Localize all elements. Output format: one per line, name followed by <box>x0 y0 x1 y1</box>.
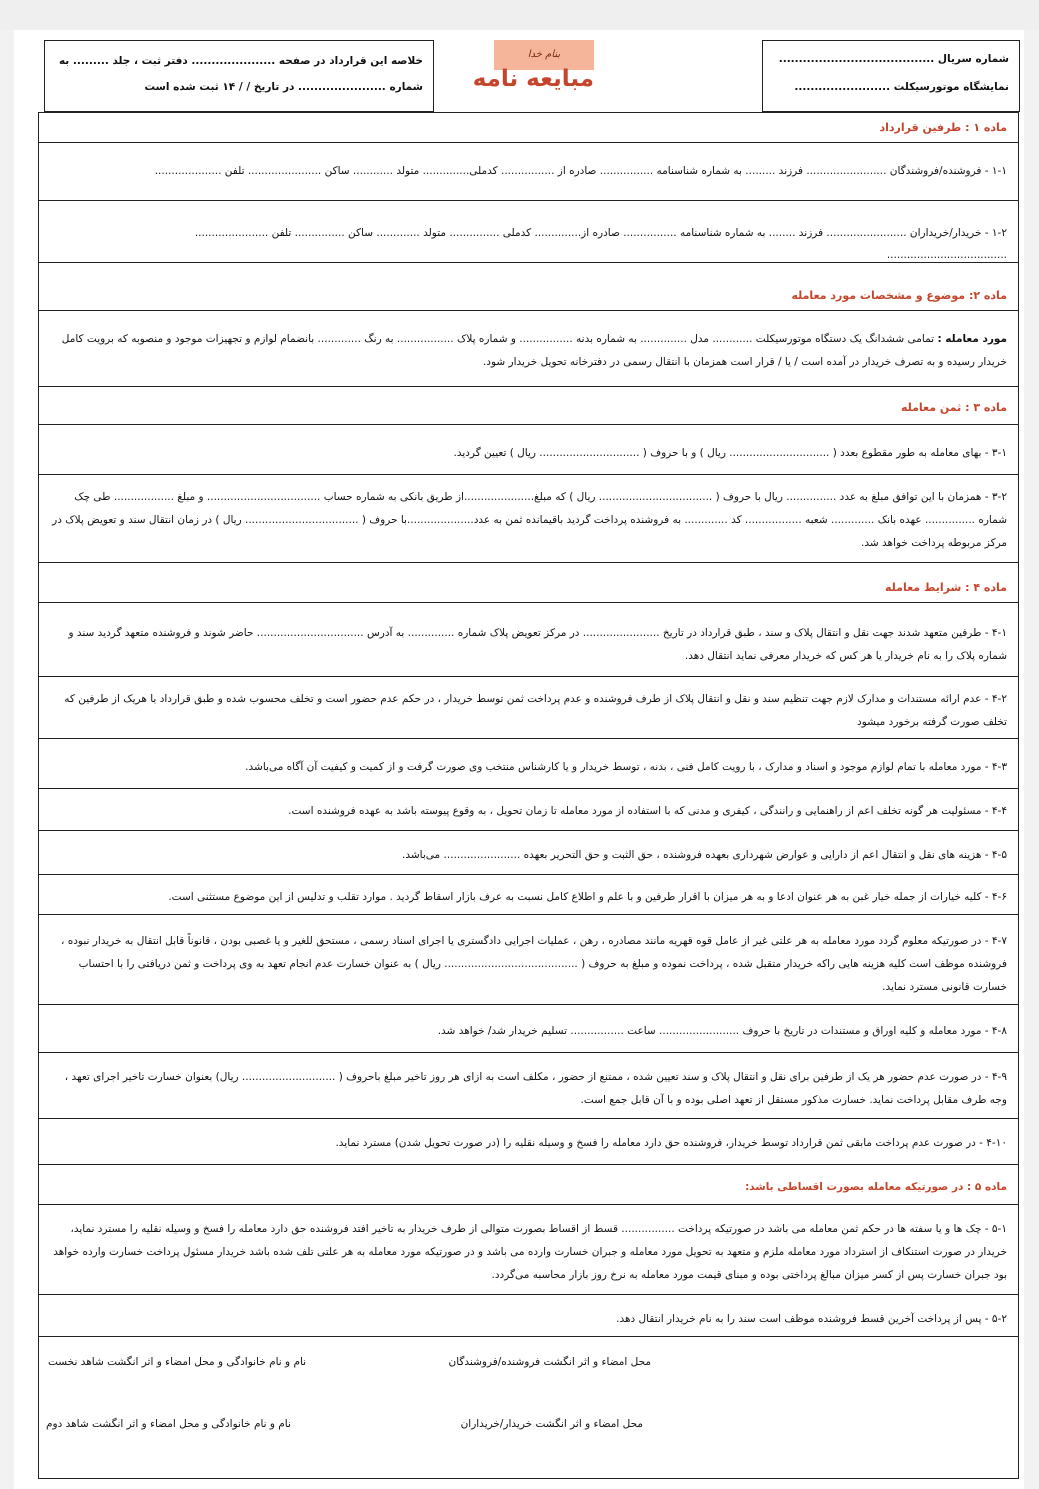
clause-3-2-text: ۳-۲ - همزمان با این توافق مبلغ به عدد ............... ریال با حروف ( .................................. ریال ) که مبلغ.....................از طریق بانکی به شماره حساب .................................. و مبلغ .................. طی چک شماره ............... عهده بانک ............. شعبه ................. کد ............. به فروشنده پرداخت گردید باقیمانده ثمن به عدد....................با حروف ( .................................. ریال ) در زمان انتقال سند و تعویض پلاک در مرکز مربوطه پرداخت خواهد شد. <box>52 491 1007 549</box>
divider <box>38 830 1019 831</box>
clause-4-1-text: ۴-۱ - طرفین متعهد شدند جهت نقل و انتقال پلاک و سند ، طبق قرارداد در تاریخ ....................... در مرکز تعویض پلاک شماره .............. به آدرس ................................ حاضر شوند و فروشنده متعهد گردید سند و شماره پلاک را به نام خریدار یا هر کس که خریدار معرفی نماید انتقال دهد. <box>68 627 1007 662</box>
witness-1-signature-label: نام و نام خانوادگی و محل امضاء و اثر انگشت شاهد نخست <box>48 1356 307 1368</box>
divider <box>38 310 1019 311</box>
clause-4-5-text: ۴-۵ - هزینه های نقل و انتقال اعم از دارایی و عوارض شهرداری بعهده فروشنده ، حق الثبت و حق التحریر بعهده ....................... می‌باشد. <box>402 849 1007 861</box>
buyer-signature-label: محل امضاء و اثر انگشت خریدار/خریداران <box>460 1418 643 1430</box>
divider <box>38 562 1019 563</box>
clause-4-9-text: ۴-۹ - در صورت عدم حضور هر یک از طرفین برای نقل و انتقال پلاک و سند تعیین شده ، ممتنع از حضور ، مکلف است به ازای هر روز تاخیر مبلغ باحروف ( ............................ ریال) بعنوان خسارت تاخیر اجرای تعهد ، وجه طرف مقابل پرداخت نماید. خسارت مذکور مستقل از تعهد اصلی بوده و با آن قابل جمع است. <box>64 1071 1007 1106</box>
subject-text: تمامی ششدانگ یک دستگاه موتورسیکلت ............ مدل .............. به شماره بدنه ................ و شماره پلاک ................. به رنگ ............. بانضمام لوازم و تجهیزات موجود و منصوبه که برویت کامل خریدار رسیده و به تصرف خریدار در آمده است / یا / قرار است همزمان با انتقال رسمی در دفترخانه تحویل خریدار شود. <box>61 333 1007 368</box>
dealer-line: نمایشگاه موتورسیکلت ........................ <box>794 81 1009 93</box>
article-5-heading: ماده ۵ : در صورتیکه معامله بصورت اقساطی باشد: <box>745 1181 1007 1193</box>
clause-4-8-text: ۴-۸ - مورد معامله و کلیه اوراق و مستندات در تاریخ با حروف ........................ ساعت ................ تسلیم خریدار شد/ خواهد شد. <box>437 1025 1007 1037</box>
registration-line-2: شماره ...................... در تاریخ / / ۱۴ ثبت شده است <box>144 81 423 93</box>
divider <box>38 424 1019 425</box>
clause-4-4-text: ۴-۴ - مسئولیت هر گونه تخلف اعم از راهنمایی و رانندگی ، کیفری و مدنی که با استفاده از مورد معامله تا زمان تحویل ، به وقوع پیوسته باشد به عهده فروشنده است. <box>288 805 1007 817</box>
top-band <box>0 0 1039 30</box>
article-2-heading: ماده ۲: موضوع و مشخصات مورد معامله <box>791 289 1007 302</box>
clause-4-6-text: ۴-۶ - کلیه خیارات از جمله خیار غبن به هر عنوان ادعا و به هر میزان با اقرار طرفین و با علم و اطلاع کامل نسبت به عرف بازار اسقاط گردید . موارد تقلب و تدلیس از این موضوع مستثنی است. <box>168 891 1007 903</box>
seller-signature-label: محل امضاء و اثر انگشت فروشنده/فروشندگان <box>448 1356 651 1368</box>
registration-line-1: خلاصه این قرارداد در صفحه ..................... دفتر ثبت ، جلد ......... به <box>58 55 423 67</box>
divider <box>38 1004 1019 1005</box>
divider <box>38 874 1019 875</box>
divider <box>38 262 1019 263</box>
divider <box>38 142 1019 143</box>
title-block <box>472 40 594 102</box>
clause-1-1-text: ۱-۱ - فروشنده/فروشندگان ........................ فرزند ......... به شماره شناسنامه ................ صادره از ................ کدملی.............. متولد ............ ساکن ...................... تلفن .................... <box>154 165 1007 177</box>
serial-line: شماره سریال ....................................... <box>778 53 1009 65</box>
title-besmellah: بنام خدا <box>494 40 594 70</box>
article-3-heading: ماده ۳ : ثمن معامله <box>900 401 1007 414</box>
divider <box>38 788 1019 789</box>
divider <box>38 1164 1019 1165</box>
clause-1-2-text: ۱-۲ - خریدار/خریداران ........................ فرزند ........ به شماره شناسنامه ................ صادره از.............. کدملی ............... متولد ............. ساکن ............... تلفن ...................... <box>194 227 1007 239</box>
divider <box>38 914 1019 915</box>
clause-1-2-text-2: .................................... <box>886 249 1007 261</box>
clause-3-1-text: ۳-۱ - بهای معامله به طور مقطوع بعدد ( .............................. ریال ) و با حروف ( .............................. ریال ) تعیین گردید. <box>453 447 1007 459</box>
divider <box>38 386 1019 387</box>
article-1-heading: ماده ۱ : طرفین قرارداد <box>879 121 1007 134</box>
divider <box>38 676 1019 677</box>
witness-2-signature-label: نام و نام خانوادگی و محل امضاء و اثر انگشت شاهد دوم <box>46 1418 291 1430</box>
page-title: مبایعه نامه <box>472 66 594 92</box>
divider <box>38 1118 1019 1119</box>
divider <box>38 200 1019 201</box>
divider <box>38 474 1019 475</box>
divider <box>38 1204 1019 1205</box>
registration-box <box>44 40 434 112</box>
divider <box>38 1052 1019 1053</box>
clause-4-2-text: ۴-۲ - عدم ارائه مستندات و مدارک لازم جهت تنظیم سند و نقل و انتقال پلاک از طرف فروشنده و عدم پرداخت ثمن توسط خریدار ، در حکم عدم حضور است و تخلف محسوب شده و طبق قرارداد با هریک از طرفین که تخلف صورت گرفته برخورد میشود <box>64 693 1007 728</box>
divider <box>38 602 1019 603</box>
clause-4-10-text: ۴-۱۰ - در صورت عدم پرداخت مابقی ثمن قرارداد توسط خریدار، فروشنده حق دارد معامله را فسخ و وسیله نقلیه را (در صورت تحویل شدن) مسترد نماید. <box>335 1137 1007 1149</box>
divider <box>38 738 1019 739</box>
subject-lead: مورد معامله : <box>937 333 1007 345</box>
clause-5-1-text: ۵-۱ - چک ها و یا سفته ها در حکم ثمن معامله می باشد در صورتیکه پرداخت ................ قسط از اقساط بصورت متوالی از طرف خریدار به تاخیر افتد فروشنده حق دارد معامله را فسخ و وسیله نقلیه را مسترد نماید، خریدار در صورت استنکاف از استرداد مورد معامله ملزم و متعهد به تحویل مورد معامله و جبران خسارت وارده می باشد و در صورتیکه مورد معامله به هر علتی تلف شده باشد خریدار مسئول پرداخت خسارت وارده خواهد بود جبران خسارت پس از کسر میزان مبالغ پرداختی بوده و مبنای قیمت مورد معامله به نرخ روز بازار محاسبه می‌گردد. <box>53 1223 1007 1281</box>
serial-box <box>762 40 1020 112</box>
clause-4-3-text: ۴-۳ - مورد معامله با تمام لوازم موجود و اسناد و مدارک ، با رویت کامل فنی ، بدنه ، توسط خریدار و یا کارشناس منتخب وی صورت گرفت و از کمیت و کیفیت آن آگاه می‌باشد. <box>245 761 1007 773</box>
clause-5-2-text: ۵-۲ - پس از پرداخت آخرین قسط فروشنده موظف است سند را به نام خریدار انتقال دهد. <box>616 1313 1007 1325</box>
article-4-heading: ماده ۴ : شرایط معامله <box>885 581 1007 594</box>
clause-4-7-text: ۴-۷ - در صورتیکه معلوم گردد مورد معامله به هر علتی غیر از عامل قوه قهریه مانند مصادره ، رهن ، عملیات اجرایی دادگستری یا اجرای اسناد رسمی ، مستحق للغیر و یا غصبی بودن ، قانوناً قابل انتقال به خریدار نبوده ، فروشنده موظف است کلیه هزینه هایی راکه خریدار متقبل شده ، پرداخت نموده و مبلغ به حروف ( ........................................ ریال ) به عنوان خسارت عدم انجام تعهد به وی پرداخت و ثمن دریافتی را با احتساب خسارت قانونی مسترد نماید. <box>61 935 1007 993</box>
article-2-text <box>48 328 1007 374</box>
divider <box>38 1336 1019 1337</box>
divider <box>38 1294 1019 1295</box>
